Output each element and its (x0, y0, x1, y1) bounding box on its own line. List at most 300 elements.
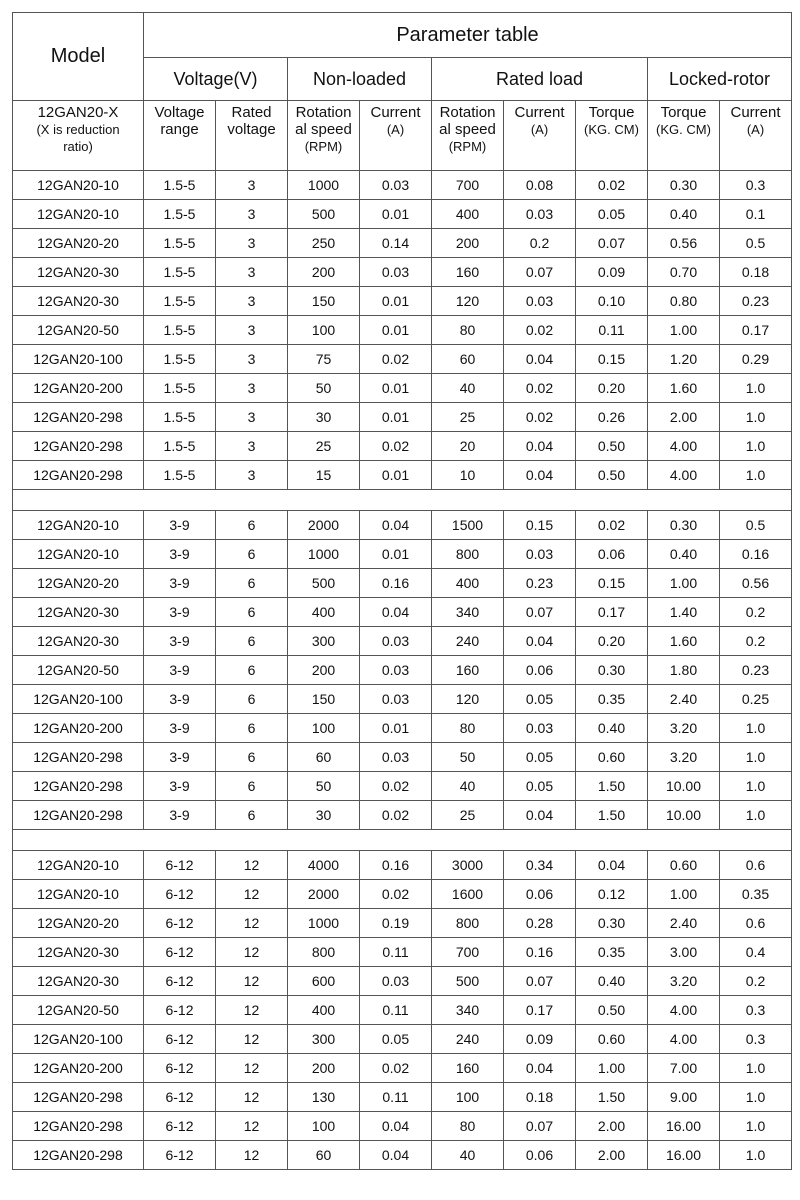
locked-rotor-current-cell: 1.0 (720, 403, 792, 432)
rated-load-torque-cell: 1.50 (576, 772, 648, 801)
table-row (13, 258, 792, 287)
rated-voltage-cell: 6 (216, 801, 288, 830)
non-loaded-current-cell: 0.02 (360, 345, 432, 374)
voltage-range-cell: 6-12 (144, 996, 216, 1025)
rated-load-torque-cell: 1.50 (576, 801, 648, 830)
non-loaded-current-cell: 0.03 (360, 656, 432, 685)
rated-voltage-cell: 12 (216, 996, 288, 1025)
rated-voltage-cell: 12 (216, 1083, 288, 1112)
model-cell: 12GAN20-50 (13, 996, 144, 1025)
locked-rotor-torque-cell: 3.00 (648, 938, 720, 967)
non-loaded-current-cell: 0.16 (360, 851, 432, 880)
table-row (13, 851, 792, 880)
table-row (13, 909, 792, 938)
rated-voltage-cell: 6 (216, 569, 288, 598)
non-loaded-current-cell: 0.02 (360, 432, 432, 461)
voltage-range-cell: 1.5-5 (144, 200, 216, 229)
table-row (13, 714, 792, 743)
rated-load-current-cell: 0.16 (504, 938, 576, 967)
rated-load-torque-cell: 2.00 (576, 1112, 648, 1141)
table-row (13, 656, 792, 685)
table-row (13, 316, 792, 345)
table-row (13, 511, 792, 540)
non-loaded-speed-cell: 30 (288, 403, 360, 432)
rated-load-speed-subheader: Rotation al speed (RPM) (432, 101, 504, 171)
voltage-range-cell: 3-9 (144, 656, 216, 685)
non-loaded-speed-cell: 75 (288, 345, 360, 374)
rated-load-torque-cell: 0.11 (576, 316, 648, 345)
rated-load-current-cell: 0.03 (504, 287, 576, 316)
non-loaded-current-cell: 0.04 (360, 1112, 432, 1141)
locked-rotor-current-cell: 0.25 (720, 685, 792, 714)
locked-rotor-torque-cell: 10.00 (648, 801, 720, 830)
table-row (13, 880, 792, 909)
rated-load-torque-cell: 0.50 (576, 996, 648, 1025)
rated-load-current-cell: 0.07 (504, 258, 576, 287)
voltage-range-cell: 3-9 (144, 714, 216, 743)
rated-voltage-cell: 3 (216, 171, 288, 200)
rated-load-torque-cell: 0.30 (576, 909, 648, 938)
rated-load-current-cell: 0.06 (504, 880, 576, 909)
rated-load-torque-cell: 0.04 (576, 851, 648, 880)
voltage-range-cell: 6-12 (144, 1141, 216, 1170)
locked-rotor-current-cell: 1.0 (720, 461, 792, 490)
locked-rotor-torque-cell: 1.40 (648, 598, 720, 627)
locked-rotor-current-cell: 0.23 (720, 656, 792, 685)
rated-voltage-cell: 3 (216, 258, 288, 287)
locked-rotor-torque-cell: 1.60 (648, 374, 720, 403)
table-row (13, 685, 792, 714)
header-row-1 (13, 13, 792, 58)
rated-voltage-cell: 6 (216, 714, 288, 743)
voltage-range-cell: 3-9 (144, 540, 216, 569)
rated-load-speed-cell: 80 (432, 316, 504, 345)
non-loaded-current-cell: 0.19 (360, 909, 432, 938)
non-loaded-current-cell: 0.16 (360, 569, 432, 598)
model-cell: 12GAN20-20 (13, 229, 144, 258)
non-loaded-group-header: Non-loaded (288, 58, 432, 101)
table-row (13, 287, 792, 316)
rated-load-current-cell: 0.04 (504, 461, 576, 490)
table-row (13, 1025, 792, 1054)
model-cell: 12GAN20-298 (13, 1112, 144, 1141)
rated-voltage-subheader: Rated voltage (216, 101, 288, 171)
locked-rotor-torque-cell: 1.00 (648, 316, 720, 345)
model-cell: 12GAN20-30 (13, 627, 144, 656)
rated-load-speed-cell: 340 (432, 996, 504, 1025)
parameter-table-container (12, 12, 792, 1170)
rated-load-current-cell: 0.07 (504, 1112, 576, 1141)
table-row (13, 374, 792, 403)
non-loaded-speed-cell: 200 (288, 1054, 360, 1083)
table-row (13, 432, 792, 461)
non-loaded-speed-cell: 4000 (288, 851, 360, 880)
group-separator-row (13, 490, 792, 511)
rated-load-speed-cell: 80 (432, 714, 504, 743)
voltage-range-cell: 3-9 (144, 598, 216, 627)
locked-rotor-current-cell: 0.3 (720, 996, 792, 1025)
rated-load-torque-cell: 0.30 (576, 656, 648, 685)
table-row (13, 569, 792, 598)
rated-load-speed-cell: 80 (432, 1112, 504, 1141)
voltage-range-cell: 3-9 (144, 801, 216, 830)
locked-rotor-current-cell: 0.5 (720, 511, 792, 540)
locked-rotor-torque-cell: 1.00 (648, 880, 720, 909)
voltage-range-cell: 3-9 (144, 685, 216, 714)
table-row (13, 772, 792, 801)
model-cell: 12GAN20-30 (13, 938, 144, 967)
rated-voltage-cell: 12 (216, 1141, 288, 1170)
rated-load-current-cell: 0.03 (504, 714, 576, 743)
locked-rotor-torque-cell: 16.00 (648, 1141, 720, 1170)
rated-load-torque-cell: 0.02 (576, 171, 648, 200)
locked-rotor-torque-cell: 1.60 (648, 627, 720, 656)
model-cell: 12GAN20-30 (13, 287, 144, 316)
locked-rotor-torque-cell: 1.00 (648, 569, 720, 598)
rated-load-torque-cell: 0.06 (576, 540, 648, 569)
non-loaded-speed-cell: 50 (288, 374, 360, 403)
rated-load-torque-subheader: Torque (KG. CM) (576, 101, 648, 171)
rated-voltage-cell: 6 (216, 540, 288, 569)
non-loaded-speed-subheader: Rotation al speed (RPM) (288, 101, 360, 171)
rated-load-current-cell: 0.28 (504, 909, 576, 938)
non-loaded-speed-cell: 400 (288, 996, 360, 1025)
model-cell: 12GAN20-30 (13, 598, 144, 627)
non-loaded-speed-cell: 100 (288, 316, 360, 345)
locked-rotor-torque-cell: 0.40 (648, 200, 720, 229)
non-loaded-speed-cell: 300 (288, 627, 360, 656)
rated-load-current-cell: 0.2 (504, 229, 576, 258)
model-cell: 12GAN20-200 (13, 714, 144, 743)
voltage-range-cell: 3-9 (144, 569, 216, 598)
model-cell: 12GAN20-100 (13, 345, 144, 374)
rated-load-current-cell: 0.07 (504, 967, 576, 996)
non-loaded-current-cell: 0.01 (360, 714, 432, 743)
model-cell: 12GAN20-10 (13, 511, 144, 540)
non-loaded-speed-cell: 60 (288, 743, 360, 772)
rated-load-current-cell: 0.02 (504, 403, 576, 432)
rated-voltage-cell: 3 (216, 316, 288, 345)
rated-voltage-cell: 3 (216, 403, 288, 432)
rated-voltage-cell: 6 (216, 598, 288, 627)
locked-rotor-group-header: Locked-rotor (648, 58, 792, 101)
table-row (13, 540, 792, 569)
voltage-range-cell: 6-12 (144, 1025, 216, 1054)
table-row (13, 627, 792, 656)
rated-load-speed-cell: 800 (432, 909, 504, 938)
group-separator-row (13, 830, 792, 851)
model-cell: 12GAN20-20 (13, 909, 144, 938)
non-loaded-current-cell: 0.03 (360, 627, 432, 656)
non-loaded-current-cell: 0.02 (360, 880, 432, 909)
model-cell: 12GAN20-298 (13, 1141, 144, 1170)
non-loaded-speed-cell: 500 (288, 569, 360, 598)
model-cell: 12GAN20-298 (13, 461, 144, 490)
rated-load-torque-cell: 2.00 (576, 1141, 648, 1170)
table-row (13, 461, 792, 490)
model-cell: 12GAN20-100 (13, 685, 144, 714)
locked-rotor-torque-cell: 4.00 (648, 1025, 720, 1054)
model-cell: 12GAN20-298 (13, 432, 144, 461)
non-loaded-current-cell: 0.11 (360, 996, 432, 1025)
rated-load-current-cell: 0.18 (504, 1083, 576, 1112)
rated-voltage-cell: 12 (216, 880, 288, 909)
non-loaded-speed-cell: 300 (288, 1025, 360, 1054)
rated-load-torque-cell: 0.12 (576, 880, 648, 909)
table-body (13, 171, 792, 1170)
locked-rotor-current-cell: 1.0 (720, 1054, 792, 1083)
model-cell: 12GAN20-200 (13, 374, 144, 403)
table-row (13, 967, 792, 996)
non-loaded-speed-cell: 150 (288, 287, 360, 316)
table-row (13, 598, 792, 627)
rated-load-speed-cell: 100 (432, 1083, 504, 1112)
non-loaded-current-cell: 0.04 (360, 598, 432, 627)
rated-voltage-cell: 12 (216, 1054, 288, 1083)
rated-load-speed-cell: 700 (432, 938, 504, 967)
model-subheader: 12GAN20-X (X is reduction ratio) (13, 101, 144, 171)
non-loaded-current-cell: 0.04 (360, 1141, 432, 1170)
rated-voltage-cell: 12 (216, 938, 288, 967)
non-loaded-current-cell: 0.01 (360, 403, 432, 432)
rated-voltage-cell: 6 (216, 772, 288, 801)
table-row (13, 171, 792, 200)
non-loaded-speed-cell: 30 (288, 801, 360, 830)
rated-load-current-cell: 0.04 (504, 345, 576, 374)
model-cell: 12GAN20-298 (13, 403, 144, 432)
non-loaded-speed-cell: 150 (288, 685, 360, 714)
non-loaded-speed-cell: 50 (288, 772, 360, 801)
voltage-range-cell: 6-12 (144, 967, 216, 996)
rated-load-speed-cell: 120 (432, 287, 504, 316)
rated-load-speed-cell: 240 (432, 627, 504, 656)
model-cell: 12GAN20-20 (13, 569, 144, 598)
rated-load-speed-cell: 25 (432, 403, 504, 432)
model-cell: 12GAN20-298 (13, 1083, 144, 1112)
locked-rotor-current-cell: 0.3 (720, 1025, 792, 1054)
non-loaded-current-cell: 0.03 (360, 743, 432, 772)
rated-load-torque-cell: 0.50 (576, 432, 648, 461)
rated-load-torque-cell: 1.00 (576, 1054, 648, 1083)
rated-load-torque-cell: 0.17 (576, 598, 648, 627)
voltage-range-cell: 6-12 (144, 880, 216, 909)
voltage-range-cell: 1.5-5 (144, 229, 216, 258)
non-loaded-current-cell: 0.01 (360, 540, 432, 569)
header-row-3 (13, 101, 792, 171)
model-cell: 12GAN20-30 (13, 967, 144, 996)
rated-load-current-cell: 0.09 (504, 1025, 576, 1054)
rated-load-speed-cell: 40 (432, 1141, 504, 1170)
rated-load-current-cell: 0.08 (504, 171, 576, 200)
rated-load-speed-cell: 700 (432, 171, 504, 200)
non-loaded-current-subheader: Current (A) (360, 101, 432, 171)
locked-rotor-current-cell: 0.18 (720, 258, 792, 287)
locked-rotor-current-cell: 0.1 (720, 200, 792, 229)
locked-rotor-torque-cell: 4.00 (648, 432, 720, 461)
non-loaded-current-cell: 0.01 (360, 374, 432, 403)
rated-load-torque-cell: 0.15 (576, 569, 648, 598)
locked-rotor-torque-cell: 2.00 (648, 403, 720, 432)
rated-load-current-cell: 0.04 (504, 627, 576, 656)
rated-load-current-cell: 0.06 (504, 1141, 576, 1170)
voltage-range-cell: 3-9 (144, 772, 216, 801)
rated-load-current-cell: 0.02 (504, 374, 576, 403)
rated-voltage-cell: 6 (216, 743, 288, 772)
locked-rotor-current-cell: 0.2 (720, 627, 792, 656)
non-loaded-speed-cell: 2000 (288, 880, 360, 909)
voltage-range-cell: 1.5-5 (144, 316, 216, 345)
voltage-range-cell: 1.5-5 (144, 403, 216, 432)
locked-rotor-torque-cell: 7.00 (648, 1054, 720, 1083)
rated-load-torque-cell: 0.02 (576, 511, 648, 540)
rated-load-speed-cell: 200 (432, 229, 504, 258)
non-loaded-current-cell: 0.14 (360, 229, 432, 258)
rated-voltage-cell: 12 (216, 1112, 288, 1141)
table-row (13, 801, 792, 830)
voltage-range-cell: 3-9 (144, 511, 216, 540)
rated-voltage-cell: 12 (216, 851, 288, 880)
non-loaded-speed-cell: 600 (288, 967, 360, 996)
rated-load-current-cell: 0.17 (504, 996, 576, 1025)
non-loaded-current-cell: 0.01 (360, 200, 432, 229)
rated-load-current-cell: 0.34 (504, 851, 576, 880)
locked-rotor-current-cell: 1.0 (720, 714, 792, 743)
model-cell: 12GAN20-298 (13, 743, 144, 772)
rated-load-current-cell: 0.03 (504, 540, 576, 569)
rated-voltage-cell: 12 (216, 967, 288, 996)
rated-load-speed-cell: 340 (432, 598, 504, 627)
rated-load-speed-cell: 40 (432, 772, 504, 801)
non-loaded-speed-cell: 250 (288, 229, 360, 258)
voltage-range-cell: 1.5-5 (144, 374, 216, 403)
non-loaded-speed-cell: 400 (288, 598, 360, 627)
table-row (13, 1112, 792, 1141)
non-loaded-current-cell: 0.03 (360, 171, 432, 200)
non-loaded-speed-cell: 200 (288, 258, 360, 287)
non-loaded-current-cell: 0.03 (360, 258, 432, 287)
locked-rotor-current-cell: 1.0 (720, 432, 792, 461)
rated-load-speed-cell: 50 (432, 743, 504, 772)
locked-rotor-torque-cell: 0.56 (648, 229, 720, 258)
non-loaded-speed-cell: 60 (288, 1141, 360, 1170)
model-cell: 12GAN20-298 (13, 801, 144, 830)
model-cell: 12GAN20-10 (13, 880, 144, 909)
rated-load-current-cell: 0.05 (504, 772, 576, 801)
rated-load-speed-cell: 160 (432, 258, 504, 287)
rated-load-speed-cell: 500 (432, 967, 504, 996)
non-loaded-current-cell: 0.01 (360, 287, 432, 316)
voltage-range-cell: 6-12 (144, 938, 216, 967)
non-loaded-speed-cell: 200 (288, 656, 360, 685)
rated-load-torque-cell: 0.40 (576, 714, 648, 743)
model-cell: 12GAN20-50 (13, 656, 144, 685)
non-loaded-current-cell: 0.04 (360, 511, 432, 540)
rated-voltage-cell: 12 (216, 909, 288, 938)
table-row (13, 1083, 792, 1112)
non-loaded-current-cell: 0.02 (360, 1054, 432, 1083)
rated-load-current-cell: 0.07 (504, 598, 576, 627)
rated-load-speed-cell: 1600 (432, 880, 504, 909)
voltage-range-cell: 6-12 (144, 1083, 216, 1112)
table-row (13, 938, 792, 967)
locked-rotor-current-cell: 1.0 (720, 801, 792, 830)
rated-load-torque-cell: 0.05 (576, 200, 648, 229)
voltage-range-cell: 6-12 (144, 851, 216, 880)
rated-load-current-cell: 0.04 (504, 801, 576, 830)
group-separator-cell (13, 490, 792, 511)
voltage-range-cell: 3-9 (144, 743, 216, 772)
model-cell: 12GAN20-50 (13, 316, 144, 345)
rated-load-speed-cell: 160 (432, 1054, 504, 1083)
rated-load-current-cell: 0.05 (504, 743, 576, 772)
voltage-range-cell: 1.5-5 (144, 432, 216, 461)
rated-voltage-cell: 6 (216, 656, 288, 685)
table-row (13, 996, 792, 1025)
non-loaded-current-cell: 0.02 (360, 801, 432, 830)
rated-load-speed-cell: 400 (432, 569, 504, 598)
locked-rotor-torque-cell: 3.20 (648, 743, 720, 772)
locked-rotor-current-cell: 0.2 (720, 598, 792, 627)
locked-rotor-current-cell: 0.4 (720, 938, 792, 967)
rated-voltage-cell: 3 (216, 200, 288, 229)
parameter-table-title: Parameter table (144, 13, 792, 58)
voltage-range-cell: 1.5-5 (144, 287, 216, 316)
table-row (13, 1054, 792, 1083)
non-loaded-speed-cell: 1000 (288, 909, 360, 938)
locked-rotor-torque-cell: 16.00 (648, 1112, 720, 1141)
locked-rotor-torque-subheader: Torque (KG. CM) (648, 101, 720, 171)
rated-load-torque-cell: 0.40 (576, 967, 648, 996)
rated-load-current-cell: 0.06 (504, 656, 576, 685)
locked-rotor-current-cell: 1.0 (720, 374, 792, 403)
locked-rotor-torque-cell: 2.40 (648, 685, 720, 714)
rated-load-torque-cell: 0.60 (576, 1025, 648, 1054)
voltage-range-cell: 6-12 (144, 1112, 216, 1141)
locked-rotor-current-cell: 1.0 (720, 1141, 792, 1170)
non-loaded-speed-cell: 15 (288, 461, 360, 490)
locked-rotor-torque-cell: 1.80 (648, 656, 720, 685)
locked-rotor-torque-cell: 3.20 (648, 967, 720, 996)
rated-load-speed-cell: 20 (432, 432, 504, 461)
locked-rotor-torque-cell: 2.40 (648, 909, 720, 938)
voltage-range-cell: 1.5-5 (144, 461, 216, 490)
locked-rotor-current-cell: 0.29 (720, 345, 792, 374)
locked-rotor-torque-cell: 4.00 (648, 461, 720, 490)
non-loaded-current-cell: 0.02 (360, 772, 432, 801)
rated-load-speed-cell: 60 (432, 345, 504, 374)
voltage-range-cell: 6-12 (144, 909, 216, 938)
rated-voltage-cell: 6 (216, 685, 288, 714)
voltage-range-subheader: Voltage range (144, 101, 216, 171)
rated-voltage-cell: 3 (216, 461, 288, 490)
rated-voltage-cell: 3 (216, 287, 288, 316)
rated-load-speed-cell: 25 (432, 801, 504, 830)
locked-rotor-current-cell: 1.0 (720, 743, 792, 772)
rated-load-speed-cell: 400 (432, 200, 504, 229)
locked-rotor-current-cell: 0.35 (720, 880, 792, 909)
locked-rotor-torque-cell: 4.00 (648, 996, 720, 1025)
locked-rotor-current-cell: 0.16 (720, 540, 792, 569)
table-row (13, 743, 792, 772)
model-cell: 12GAN20-10 (13, 851, 144, 880)
rated-load-torque-cell: 0.15 (576, 345, 648, 374)
rated-load-speed-cell: 10 (432, 461, 504, 490)
non-loaded-current-cell: 0.01 (360, 461, 432, 490)
non-loaded-speed-cell: 100 (288, 714, 360, 743)
non-loaded-current-cell: 0.11 (360, 1083, 432, 1112)
locked-rotor-current-cell: 0.6 (720, 851, 792, 880)
table-row (13, 200, 792, 229)
